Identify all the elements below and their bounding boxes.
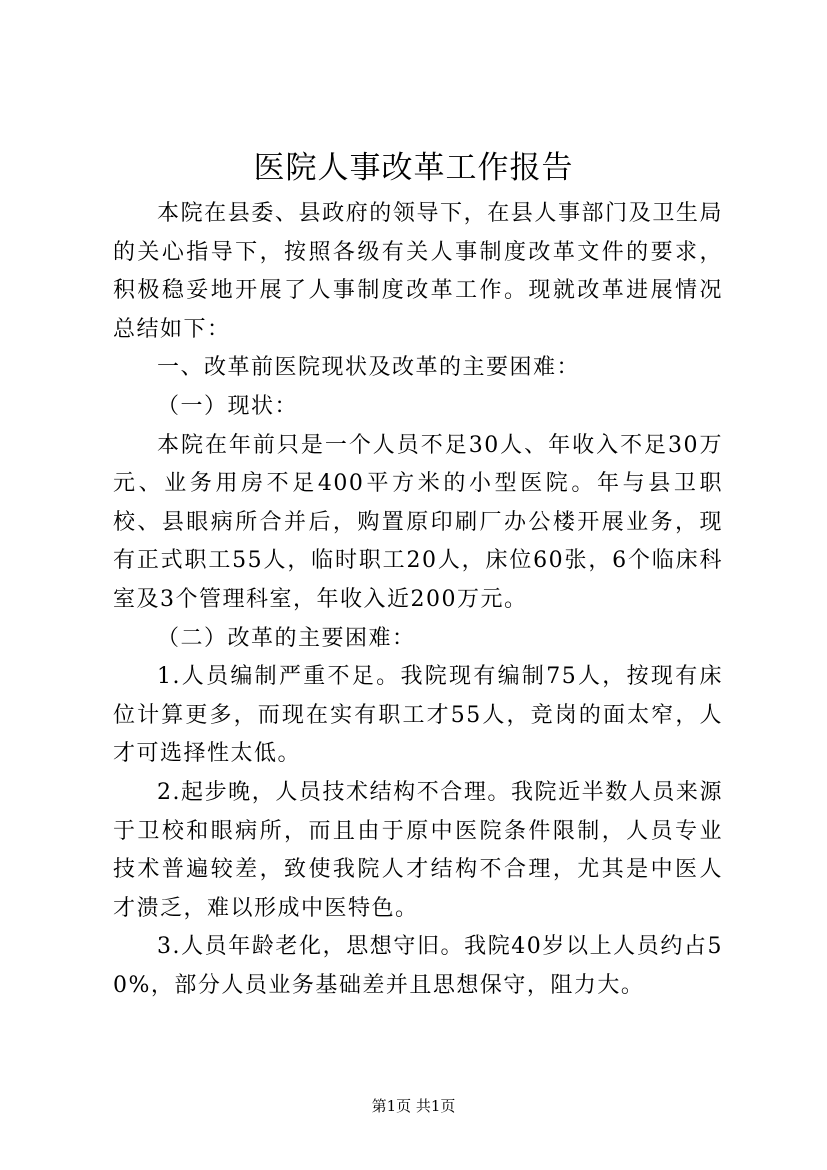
paragraph-difficulty-2: 2.起步晚，人员技术结构不合理。我院近半数人员来源于卫校和眼病所，而且由于原中医院条件限制，人员专业技术普遍较差，致使我院人才结构不合理，尤其是中医人才溃乏，难以形成中医特色。: [113, 779, 723, 921]
subsection-heading-difficulties: （二）改革的主要困难：: [157, 625, 416, 651]
document-title: 医院人事改革工作报告: [253, 150, 574, 186]
section-heading-1: 一、改革前医院现状及改革的主要困难：: [157, 355, 581, 381]
paragraph-difficulty-1: 1.人员编制严重不足。我院现有编制75人，按现有床位计算更多，而现在实有职工才55人，竞岗的面太窄，人才可选择性太低。: [113, 664, 723, 767]
paragraph-status: 本院在年前只是一个人员不足30人、年收入不足30万元、业务用房不足400平方米的小型医院。年与县卫职校、县眼病所合并后，购置原印刷厂办公楼开展业务，现有正式职工55人，临时职工20人，床位60张，6个临床科室及3个管理科室，年收入近200万元。: [113, 432, 723, 612]
paragraph-intro: 本院在县委、县政府的领导下，在县人事部门及卫生局的关心指导下，按照各级有关人事制度改革文件的要求，积极稳妥地开展了人事制度改革工作。现就改革进展情况总结如下：: [113, 201, 723, 342]
page-number-footer: 第1页 共1页: [371, 1097, 456, 1115]
subsection-heading-status: （一）现状：: [157, 393, 299, 419]
paragraph-difficulty-3: 3.人员年龄老化，思想守旧。我院40岁以上人员约占50%，部分人员业务基础差并且思想保守，阻力大。: [113, 934, 723, 998]
document-body: [113, 195, 723, 1005]
